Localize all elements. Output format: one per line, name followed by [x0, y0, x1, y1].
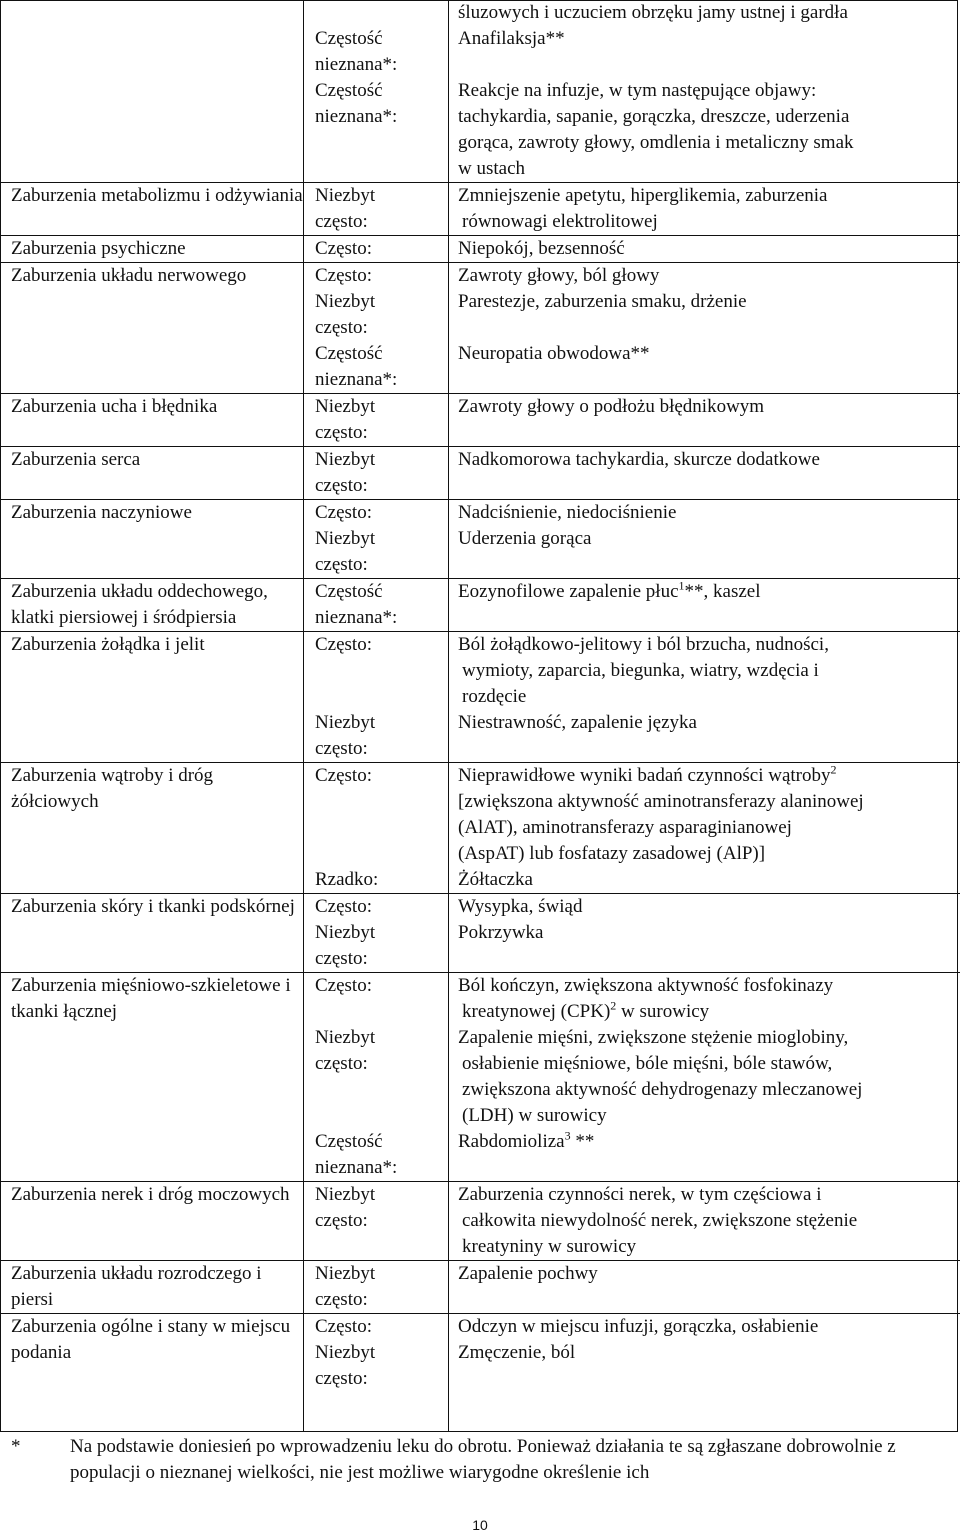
reaction-text: zwiększona aktywność dehydrogenazy mleczanowej [462, 1079, 863, 1100]
table-row [0, 0, 960, 182]
table-row [0, 1313, 960, 1392]
reactions-cell [448, 632, 960, 762]
frequency-cell [303, 0, 448, 182]
reactions-cell [448, 973, 960, 1181]
table-row [0, 578, 960, 631]
reactions-cell [448, 1182, 960, 1260]
table-row [0, 262, 960, 393]
frequency-label: Często: [315, 634, 372, 655]
column-divider [448, 0, 449, 1432]
frequency-cell [303, 236, 448, 262]
frequency-cell [303, 500, 448, 578]
reaction-text: Ból kończyn, zwiększona aktywność fosfokinazy [458, 975, 834, 996]
frequency-cell [303, 894, 448, 972]
reaction-text: Reakcje na infuzje, w tym następujące objawy: [458, 80, 817, 101]
organ-class-cell: Zaburzenia naczyniowe [11, 502, 192, 523]
frequency-label: Częstość nieznana*: [315, 1131, 398, 1178]
table-row [0, 1260, 960, 1313]
reaction-text: Zawroty głowy, ból głowy [458, 265, 660, 286]
frequency-label: Często: [315, 765, 372, 786]
reaction-text: wymioty, zaparcia, biegunka, wiatry, wzdęcia i [462, 660, 819, 681]
organ-class-cell: Zaburzenia układu rozrodczego i piersi [11, 1263, 262, 1310]
reaction-text: Rabdomioliza$^3$ ** [458, 1128, 595, 1152]
frequency-label: Często: [315, 238, 372, 259]
organ-class-cell [0, 0, 303, 182]
organ-class-cell: Zaburzenia serca [11, 449, 141, 470]
frequency-label: Często: [315, 265, 372, 286]
organ-class-cell: Zaburzenia ucha i błędnika [11, 396, 218, 417]
reaction-text: Zawroty głowy o podłożu błędnikowym [458, 396, 765, 417]
reaction-text: Nadkomorowa tachykardia, skurcze dodatkowe [458, 449, 820, 470]
reaction-text: w ustach [458, 158, 526, 179]
reaction-text: Zaburzenia czynności nerek, w tym częściowa i [458, 1184, 822, 1205]
reaction-text: kreatynowej (CPK)$^2$ w surowicy [462, 998, 710, 1022]
frequency-cell [303, 263, 448, 393]
frequency-cell [303, 763, 448, 893]
reaction-text: całkowita niewydolność nerek, zwiększone stężenie [462, 1210, 858, 1231]
reactions-cell [448, 0, 960, 182]
reaction-text: (AlAT), aminotransferazy asparaginianowej [458, 817, 792, 838]
frequency-label: Częstość nieznana*: [315, 28, 398, 75]
reactions-cell [448, 579, 960, 631]
frequency-cell [303, 394, 448, 446]
reaction-text: Ból żołądkowo-jelitowy i ból brzucha, nudności, [458, 634, 829, 655]
reaction-text: rozdęcie [462, 686, 527, 707]
table-row [0, 972, 960, 1181]
reaction-text: Neuropatia obwodowa** [458, 343, 650, 364]
table-row [0, 631, 960, 762]
reaction-text: śluzowych i uczuciem obrzęku jamy ustnej i gardła [458, 2, 848, 23]
table-row [0, 235, 960, 262]
reactions-cell [448, 500, 960, 578]
reaction-text: Nieprawidłowe wyniki badań czynności wątroby$^2$ [458, 762, 837, 786]
table-row [0, 446, 960, 499]
frequency-label: Częstość nieznana*: [315, 343, 398, 390]
reactions-cell [448, 1261, 960, 1313]
reaction-text: [zwiększona aktywność aminotransferazy alaninowej [458, 791, 864, 812]
organ-class-cell: Zaburzenia metabolizmu i odżywiania [11, 185, 303, 206]
organ-class-cell: Zaburzenia układu oddechowego, klatki piersiowej i śródpiersia [11, 581, 268, 628]
reaction-text: Uderzenia gorąca [458, 528, 592, 549]
reaction-text: równowagi elektrolitowej [462, 211, 658, 232]
table-row [0, 893, 960, 972]
footnote [0, 1434, 960, 1486]
reaction-text: Eozynofilowe zapalenie płuc$^1$**, kaszel [458, 578, 761, 602]
reaction-text: Żółtaczka [458, 869, 533, 890]
reactions-cell [448, 394, 960, 446]
reaction-text: Parestezje, zaburzenia smaku, drżenie [458, 291, 747, 312]
frequency-label: Niezbyt często: [315, 449, 376, 496]
frequency-cell [303, 1261, 448, 1313]
table-row [0, 393, 960, 446]
reaction-text: Odczyn w miejscu infuzji, gorączka, osłabienie [458, 1316, 819, 1337]
table-row [0, 499, 960, 578]
reactions-cell [448, 263, 960, 393]
frequency-label: Niezbyt często: [315, 291, 376, 338]
reaction-text: Zmniejszenie apetytu, hiperglikemia, zaburzenia [458, 185, 828, 206]
reactions-cell [448, 1314, 960, 1392]
table-row [0, 762, 960, 893]
frequency-label: Niezbyt często: [315, 1342, 376, 1389]
frequency-label: Często: [315, 1316, 372, 1337]
frequency-label: Często: [315, 502, 372, 523]
footnote-text: Na podstawie doniesień po wprowadzeniu leku do obrotu. Ponieważ działania te są zgłaszane dobrowolnie z populacji o nieznanej wielkości, nie jest możliwe wiarygodne określenie ich [70, 1436, 896, 1483]
footnote-mark: * [11, 1436, 21, 1457]
reactions-cell [448, 894, 960, 972]
frequency-cell [303, 1314, 448, 1392]
organ-class-cell: Zaburzenia nerek i dróg moczowych [11, 1184, 290, 1205]
frequency-label: Często: [315, 975, 372, 996]
column-divider [303, 0, 304, 1432]
reaction-text: Nadciśnienie, niedociśnienie [458, 502, 677, 523]
frequency-label: Niezbyt często: [315, 1027, 376, 1074]
page-number: 10 [472, 1517, 488, 1533]
reaction-text: Niestrawność, zapalenie języka [458, 712, 697, 733]
reaction-text: Pokrzywka [458, 922, 544, 943]
frequency-label: Niezbyt często: [315, 396, 376, 443]
reaction-text: osłabienie mięśniowe, bóle mięśni, bóle stawów, [462, 1053, 833, 1074]
frequency-label: Częstość nieznana*: [315, 581, 398, 628]
organ-class-cell: Zaburzenia żołądka i jelit [11, 634, 205, 655]
frequency-label: Niezbyt często: [315, 185, 376, 232]
reaction-text: tachykardia, sapanie, gorączka, dreszcze, uderzenia [458, 106, 850, 127]
reactions-cell [448, 447, 960, 499]
frequency-cell [303, 632, 448, 762]
reaction-text: Zmęczenie, ból [458, 1342, 576, 1363]
reaction-text: Zapalenie mięśni, zwiększone stężenie mioglobiny, [458, 1027, 849, 1048]
reaction-text: Niepokój, bezsenność [458, 238, 625, 259]
reactions-cell [448, 763, 960, 893]
frequency-label: Rzadko: [315, 869, 379, 890]
table-row [0, 182, 960, 235]
reaction-text: Zapalenie pochwy [458, 1263, 598, 1284]
frequency-label: Niezbyt często: [315, 712, 376, 759]
frequency-label: Niezbyt często: [315, 1184, 376, 1231]
organ-class-cell: Zaburzenia psychiczne [11, 238, 186, 259]
organ-class-cell: Zaburzenia ogólne i stany w miejscu podania [11, 1316, 291, 1363]
reaction-text: Wysypka, świąd [458, 896, 583, 917]
reaction-text: Anafilaksja** [458, 28, 565, 49]
reactions-cell [448, 236, 960, 262]
frequency-label: Niezbyt często: [315, 1263, 376, 1310]
reactions-cell [448, 183, 960, 235]
frequency-cell [303, 183, 448, 235]
table-row [0, 1181, 960, 1260]
organ-class-cell: Zaburzenia układu nerwowego [11, 265, 247, 286]
frequency-cell [303, 1182, 448, 1260]
frequency-label: Częstość nieznana*: [315, 80, 398, 127]
frequency-label: Często: [315, 896, 372, 917]
frequency-cell [303, 579, 448, 631]
organ-class-cell: Zaburzenia wątroby i dróg żółciowych [11, 765, 214, 812]
reaction-text: (AspAT) lub fosfatazy zasadowej (AlP)] [458, 843, 766, 864]
frequency-label: Niezbyt często: [315, 528, 376, 575]
reaction-text: kreatyniny w surowicy [462, 1236, 637, 1257]
frequency-cell [303, 447, 448, 499]
reaction-text: (LDH) w surowicy [462, 1105, 607, 1126]
organ-class-cell: Zaburzenia mięśniowo-szkieletowe i tkanki łącznej [11, 975, 291, 1022]
frequency-label: Niezbyt często: [315, 922, 376, 969]
frequency-cell [303, 973, 448, 1181]
organ-class-cell: Zaburzenia skóry i tkanki podskórnej [11, 896, 295, 917]
reaction-text: gorąca, zawroty głowy, omdlenia i metaliczny smak [458, 132, 854, 153]
